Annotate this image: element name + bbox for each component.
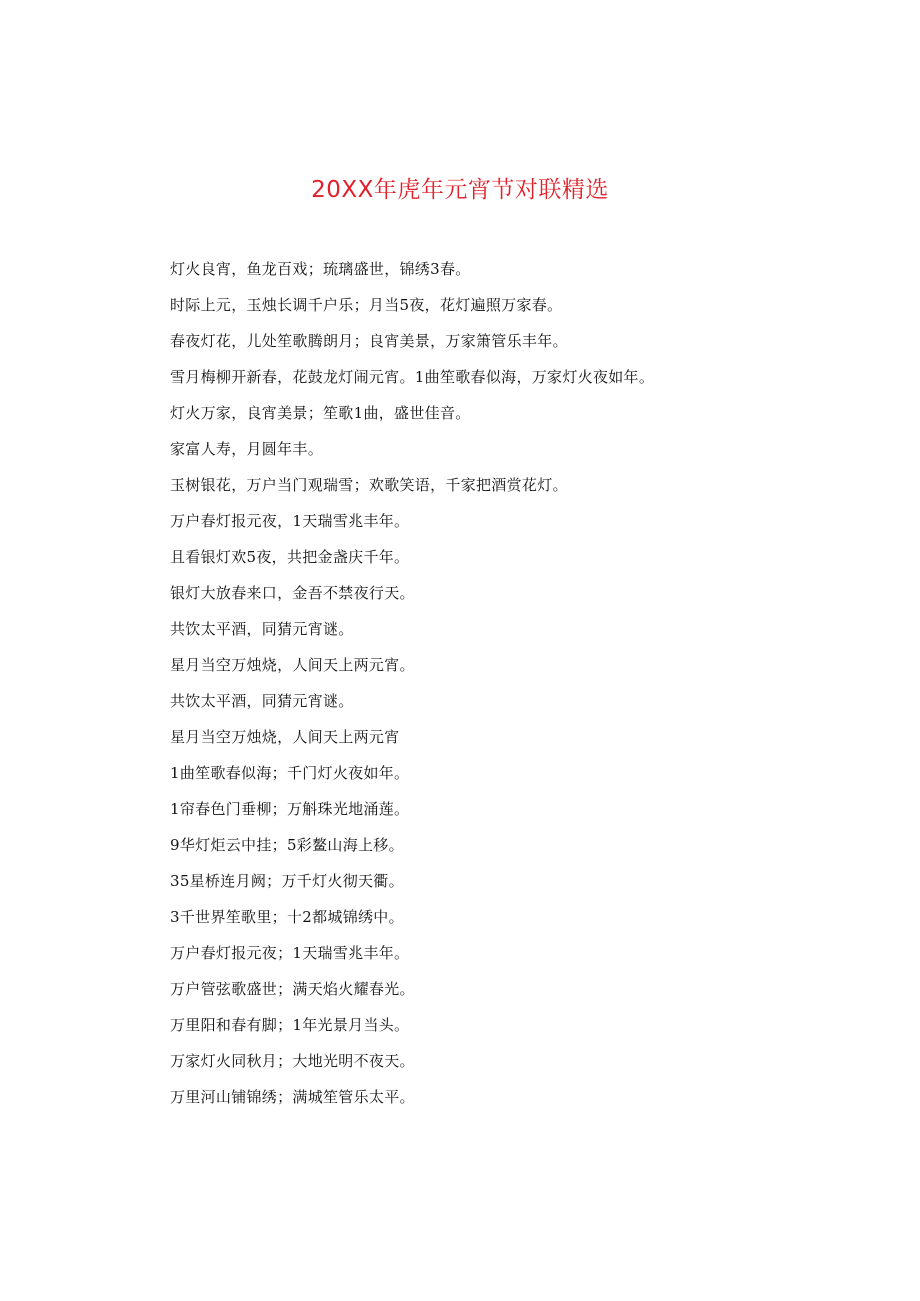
page-title: 20XX年虎年元宵节对联精选 [311,177,609,203]
couplet-line: 家富人寿，月圆年丰。 [170,440,324,458]
couplet-line: 星月当空万烛烧，人间天上两元宵 [170,728,400,746]
couplet-line: 灯火万家，良宵美景；笙歌1曲，盛世佳音。 [170,404,471,422]
couplet-line: 万里阳和春有脚；1年光景月当头。 [170,1016,410,1034]
couplet-line: 共饮太平酒，同猜元宵谜。 [170,692,354,710]
couplet-line: 万户管弦歌盛世；满天焰火耀春光。 [170,980,415,998]
couplet-line: 万户春灯报元夜；1天瑞雪兆丰年。 [170,944,410,962]
couplet-line: 3千世界笙歌里；十2都城锦绣中。 [170,908,404,926]
couplet-line: 时际上元，玉烛长调千户乐；月当5夜，花灯遍照万家春。 [170,296,563,314]
couplet-line: 万户春灯报元夜，1天瑞雪兆丰年。 [170,512,410,530]
couplet-line: 共饮太平酒，同猜元宵谜。 [170,620,354,638]
couplet-line: 星月当空万烛烧，人间天上两元宵。 [170,656,415,674]
couplet-line: 1曲笙歌春似海；千门灯火夜如年。 [170,764,410,782]
couplet-line: 9华灯炬云中挂；5彩鳌山海上移。 [170,836,404,854]
couplet-line: 1帘春色门垂柳；万斛珠光地涌莲。 [170,800,410,818]
couplet-line: 灯火良宵，鱼龙百戏；琉璃盛世，锦绣3春。 [170,260,471,278]
couplet-line: 万里河山铺锦绣；满城笙管乐太平。 [170,1088,415,1106]
couplet-line: 玉树银花，万户当门观瑞雪；欢歌笑语，千家把酒赏花灯。 [170,476,568,494]
couplet-line: 且看银灯欢5夜，共把金盏庆千年。 [170,548,410,566]
couplet-list [170,251,810,1115]
couplet-line: 银灯大放春来口，金吾不禁夜行天。 [170,584,415,602]
couplet-line: 春夜灯花，儿处笙歌腾朗月；良宵美景，万家箫管乐丰年。 [170,332,568,350]
couplet-line: 35星桥连月阙；万千灯火彻天衢。 [170,872,404,890]
couplet-line: 雪月梅柳开新春，花鼓龙灯闹元宵。1曲笙歌春似海，万家灯火夜如年。 [170,368,655,386]
couplet-line: 万家灯火同秋月；大地光明不夜天。 [170,1052,415,1070]
